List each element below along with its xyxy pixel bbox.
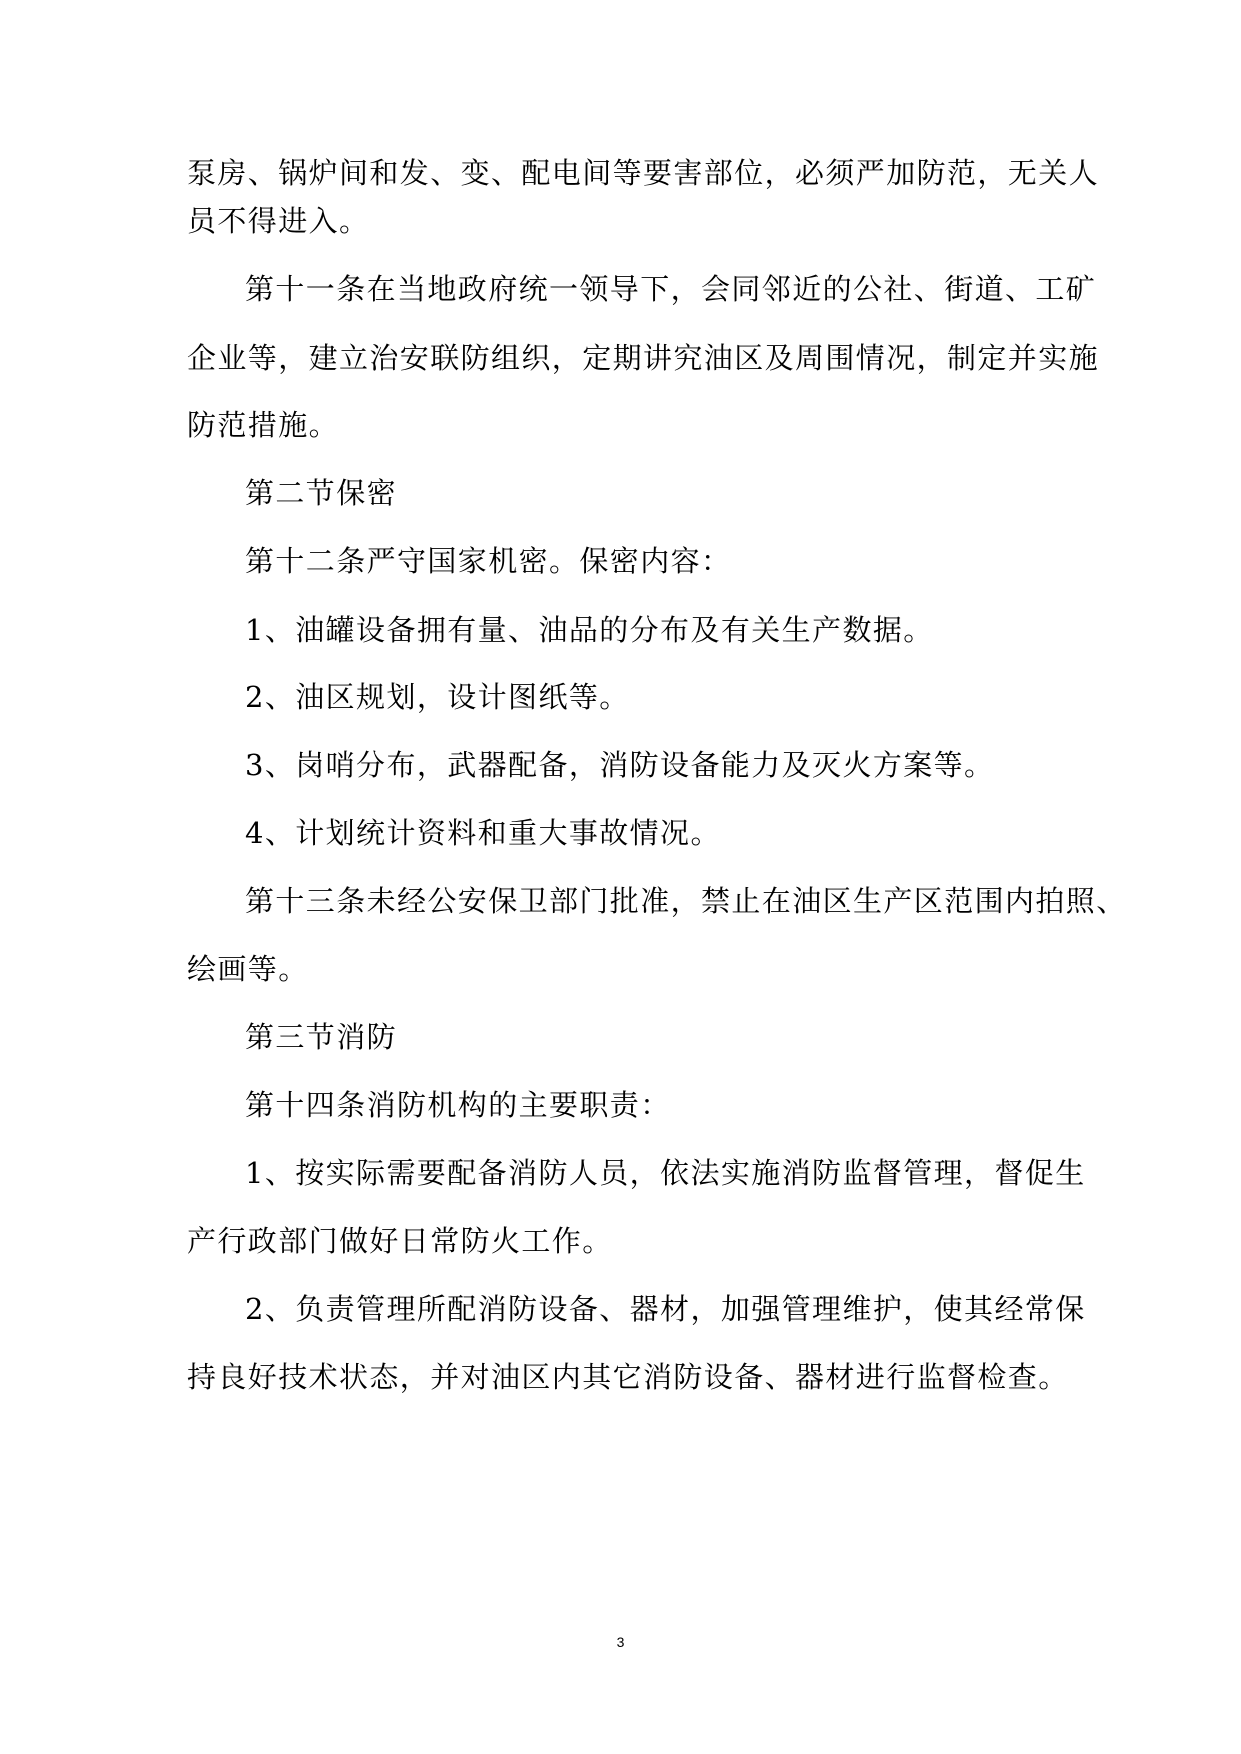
list-item: 1、油罐设备拥有量、油品的分布及有关生产数据。 <box>245 613 934 647</box>
text-line: 泵房、锅炉间和发、变、配电间等要害部位，必须严加防范，无关人 <box>187 156 1100 190</box>
text-line: 第十三条未经公安保卫部门批准，禁止在油区生产区范围内拍照、 <box>245 884 1127 918</box>
section-heading: 第三节消防 <box>245 1020 398 1054</box>
list-item: 4、计划统计资料和重大事故情况。 <box>245 816 721 850</box>
text-line: 持良好技术状态，并对油区内其它消防设备、器材进行监督检查。 <box>187 1360 1069 1394</box>
list-item: 2、油区规划，设计图纸等。 <box>245 680 630 714</box>
text-line: 企业等，建立治安联防组织，定期讲究油区及周围情况，制定并实施 <box>187 341 1100 375</box>
list-item: 3、岗哨分布，武器配备，消防设备能力及灭火方案等。 <box>245 748 995 782</box>
text-line: 第十一条在当地政府统一领导下，会同邻近的公社、街道、工矿 <box>245 272 1097 306</box>
section-heading: 第二节保密 <box>245 476 398 510</box>
text-line: 员不得进入。 <box>187 204 370 238</box>
list-item: 2、负责管理所配消防设备、器材，加强管理维护，使其经常保 <box>245 1292 1086 1326</box>
page-number: 3 <box>616 1634 625 1650</box>
list-item: 1、按实际需要配备消防人员，依法实施消防监督管理，督促生 <box>245 1156 1086 1190</box>
text-line: 产行政部门做好日常防火工作。 <box>187 1224 613 1258</box>
text-line: 绘画等。 <box>187 952 309 986</box>
text-line: 第十四条消防机构的主要职责： <box>245 1088 671 1122</box>
text-line: 防范措施。 <box>187 408 340 442</box>
text-line: 第十二条严守国家机密。保密内容： <box>245 544 732 578</box>
